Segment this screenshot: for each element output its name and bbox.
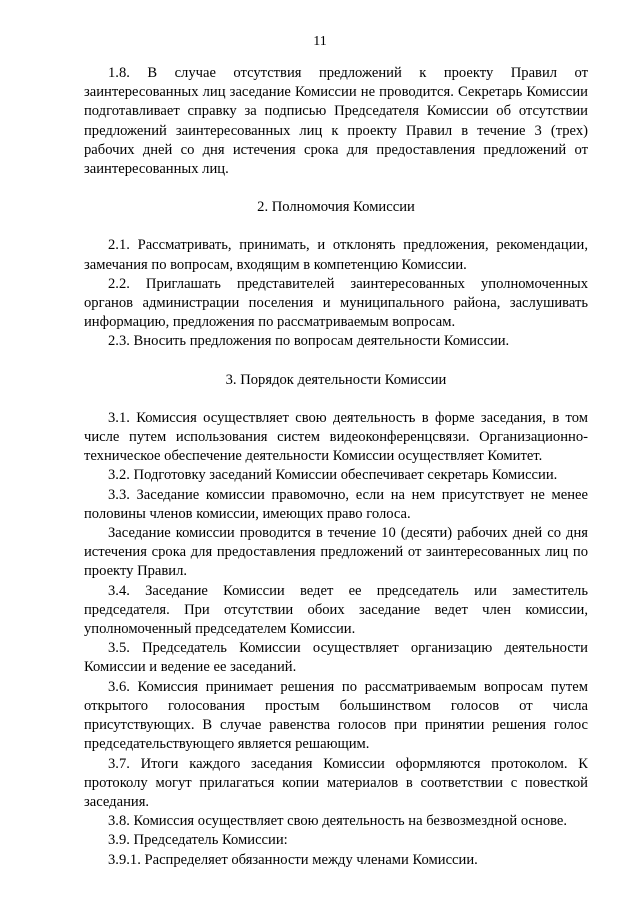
paragraph: Заседание комиссии проводится в течение 10 (десяти) рабочих дней со дня истечения срока для предоставления предложений от заинтересованных лиц по проекту Правил. (84, 525, 588, 580)
section-heading-2: 2. Полномочия Комиссии (257, 199, 415, 216)
document-body (84, 64, 588, 870)
paragraph: 3.6. Комиссия принимает решения по рассматриваемым вопросам путем открытого голосования простым большинством голосов от числа присутствующих. В случае равенства голосов при принятии решения голос председательствующего является решающим. (84, 678, 588, 753)
section-1-8 (84, 64, 588, 179)
paragraph: 3.3. Заседание комиссии правомочно, если на нем присутствует не менее половины членов комиссии, имеющих право голоса. (84, 486, 588, 522)
paragraph: 3.5. Председатель Комиссии осуществляет организацию деятельности Комиссии и ведение ее заседаний. (84, 640, 588, 676)
paragraph: 2.1. Рассматривать, принимать, и отклонять предложения, рекомендации, замечания по вопросам, входящим в компетенцию Комиссии. (84, 237, 588, 273)
paragraph: 3.7. Итоги каждого заседания Комиссии оформляются протоколом. К протоколу могут прилагаться копии материалов в соответствии с повесткой заседания. (84, 755, 588, 810)
page-number: 11 (313, 34, 327, 49)
paragraph: 2.3. Вносить предложения по вопросам деятельности Комиссии. (108, 333, 510, 350)
paragraph: 3.9. Председатель Комиссии: (108, 832, 288, 849)
paragraph: 3.4. Заседание Комиссии ведет ее председатель или заместитель председателя. При отсутствии обоих заседание ведет член комиссии, уполномоченный председателем Комиссии. (84, 582, 588, 638)
section-3 (84, 409, 588, 870)
section-2 (84, 236, 588, 351)
paragraph: 2.2. Приглашать представителей заинтересованных уполномоченных органов администрации поселения и муниципального района, заслушивать информацию, предложения по рассматриваемым вопросам. (84, 275, 588, 331)
paragraph: 3.8. Комиссия осуществляет свою деятельность на безвозмездной основе. (108, 813, 568, 830)
paragraph: 3.2. Подготовку заседаний Комиссии обеспечивает секретарь Комиссии. (108, 467, 558, 484)
paragraph: 3.1. Комиссия осуществляет свою деятельность в форме заседания, в том числе путем использования систем видеоконференцсвязи. Организационно-техническое обеспечение деятельности Комиссии осуществляет Комитет. (84, 409, 588, 465)
paragraph: 3.9.1. Распределяет обязанности между членами Комиссии. (108, 851, 478, 868)
section-heading-3: 3. Порядок деятельности Комиссии (225, 371, 447, 388)
paragraph: 1.8. В случае отсутствия предложений к проекту Правил от заинтересованных лиц заседание Комиссии не проводится. Секретарь Комиссии подготавливает справку за подписью Председателя Комиссии об отсутствии предложений заинтересованных лиц к проекту Правил в течение 3 (трех) рабочих дней со дня истечения срока для предоставления предложений от заинтересованных лиц. (84, 65, 588, 178)
